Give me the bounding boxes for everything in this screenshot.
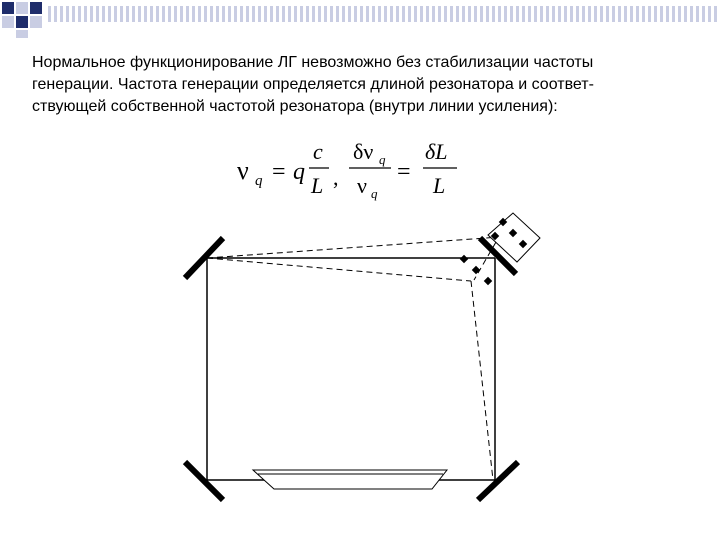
mirrors (185, 238, 518, 500)
mirror-bottom-left (185, 462, 223, 500)
dashed-output-beams (207, 237, 500, 480)
paragraph-line-1: Нормальное функционирование ЛГ невозможно без стабилизации частоты (32, 54, 594, 71)
formula-L-2: L (433, 173, 446, 198)
formula-equals-2: = (397, 159, 411, 185)
formula-L-1: L (311, 173, 324, 198)
resonator-beam-path (207, 258, 495, 480)
formula-c: c (313, 139, 323, 164)
formula-sub-q-2: q (379, 152, 386, 167)
formula-sub-q-1: q (255, 173, 263, 189)
paragraph-line-2: генерации. Частота генерации определяется длиной резонатора и соответ- (32, 76, 594, 93)
formula-comma: , (333, 165, 339, 190)
formula-nu: ν (237, 156, 249, 185)
gain-tube (253, 470, 447, 489)
beam-markers (460, 255, 492, 285)
mirror-bottom-right (478, 462, 518, 500)
formula-q: q (293, 159, 305, 185)
formula-nu-denominator: ν (357, 173, 367, 198)
formula-delta-nu: δν (353, 139, 374, 164)
formula-sub-q-3: q (371, 186, 378, 201)
paragraph-line-3: ствующей собственной частотой резонатора (внутри линии усиления): (32, 98, 558, 115)
formula-delta-L: δL (425, 139, 448, 164)
formula-equals-1: = (272, 159, 286, 185)
